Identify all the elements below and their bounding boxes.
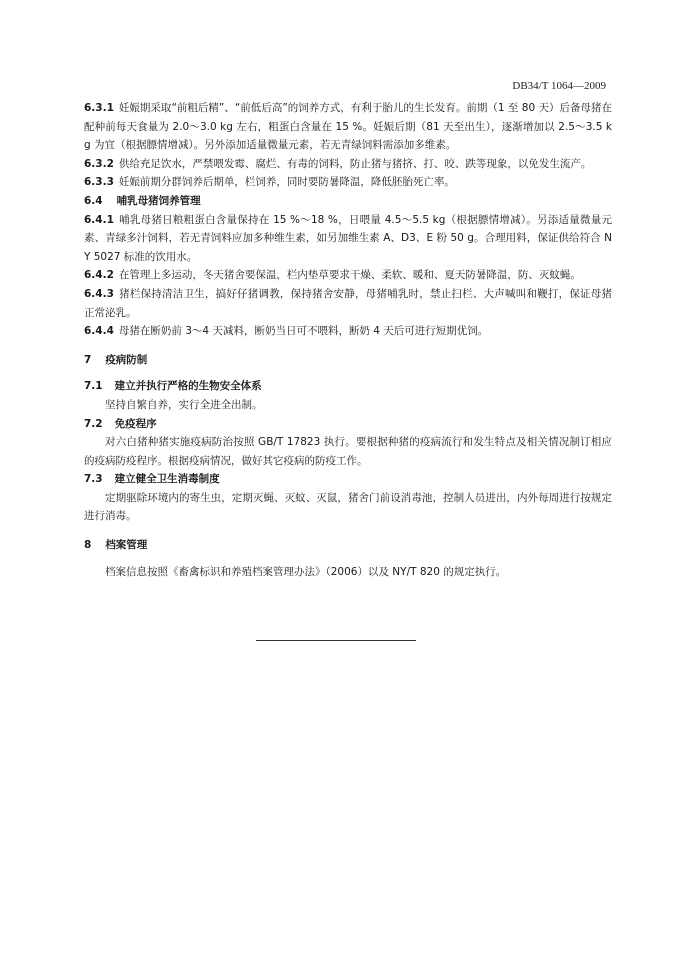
clause-6-4-1: [84, 211, 612, 267]
clause-number: 6.4.1: [84, 213, 114, 226]
chapter-title: 档案管理: [105, 539, 148, 552]
section-number: 7.2: [84, 417, 103, 430]
section-text-7-2: 对六白猪种猪实施疫病防治按照 GB/T 17823 执行。要根据种猪的疫病流行和发生特点及相关情况制订相应的疫病防疫程序。根据疫病情况，做好其它疫病的防疫工作。: [84, 436, 612, 467]
clause-text: 妊娠前期分群饲养后期单，栏饲养，同时要防暑降温，降低胚胎死亡率。: [118, 176, 455, 189]
clause-6-3-1: [84, 99, 612, 155]
chapter-number: 8: [84, 539, 92, 552]
chapter-text-8: 档案信息按照《畜禽标识和养殖档案管理办法》（2006）以及 NY/T 820 的规定执行。: [105, 565, 507, 578]
clause-text: 供给充足饮水，严禁喂发霉、腐烂、有毒的饲料，防止猪与猪挤、打、咬、跌等现象，以免发生流产。: [118, 157, 592, 170]
section-heading-6-4: [84, 192, 612, 211]
clause-text: 猪栏保持清洁卫生，搞好仔猪调教，保持猪舍安静，母猪哺乳时，禁止扫栏、大声喊叫和鞭打，保证母猪正常泌乳。: [84, 287, 612, 319]
clause-6-4-4: [84, 322, 612, 341]
document-body: [84, 99, 612, 581]
section-title: 免疫程序: [114, 417, 157, 430]
clause-text: 在管理上多运动，冬天猪舍要保温，栏内垫草要求干燥、柔软、暖和、夏天防暑降温，防、灭蚊蝇。: [118, 269, 581, 282]
clause-text: 母猪在断奶前 3～4 天减料，断奶当日可不喂料，断奶 4 天后可进行短期优饲。: [118, 325, 489, 338]
clause-number: 6.4.4: [84, 325, 114, 338]
clause-text: 哺乳母猪日粮粗蛋白含量保持在 15 %～18 %，日喂量 4.5～5.5 kg（根据膘情增减）。另添适量微量元素、青绿多汁饲料，若无青饲料应加多种维生素，如另加维生素 A、D3、E 粉 50 g。合理用料，保证供给符合 NY 5027 标准的饮用水。: [84, 213, 612, 263]
chapter-heading-8: [84, 536, 612, 555]
document-code: DB34/T 1064—2009: [512, 80, 606, 92]
section-title: 建立健全卫生消毒制度: [114, 473, 220, 486]
clause-number: 6.4.3: [84, 287, 114, 300]
clause-number: 6.3.1: [84, 102, 114, 114]
end-of-document-line: [256, 640, 416, 641]
section-title: 哺乳母猪饲养管理: [116, 194, 201, 207]
clause-6-3-3: [84, 173, 612, 192]
section-number: 7.1: [84, 380, 103, 393]
clause-number: 6.3.3: [84, 176, 114, 189]
chapter-number: 7: [84, 353, 92, 366]
section-text-7-3: 定期驱除环境内的寄生虫，定期灭蝇、灭蚊、灭鼠，猪舍门前设消毒池，控制人员进出，内外每周进行按规定进行消毒。: [84, 491, 612, 523]
section-heading-7-1: [84, 377, 612, 396]
chapter-title: 疫病防制: [105, 353, 148, 366]
section-title: 建立并执行严格的生物安全体系: [114, 380, 262, 393]
section-text-7-1: 坚持自繁自养，实行全进全出制。: [105, 398, 263, 411]
clause-number: 6.3.2: [84, 157, 114, 170]
chapter-heading-7: [84, 351, 612, 370]
clause-6-4-2: [84, 266, 612, 285]
section-heading-7-2: [84, 415, 612, 434]
section-number: 6.4: [84, 194, 103, 207]
section-heading-7-3: [84, 470, 612, 489]
section-number: 7.3: [84, 473, 103, 486]
clause-6-3-2: [84, 155, 612, 174]
clause-number: 6.4.2: [84, 269, 114, 282]
clause-text: 妊娠期采取“前粗后精”、“前低后高”的饲养方式，有利于胎儿的生长发育。前期（1 至 80 天）后备母猪在配种前每天食量为 2.0～3.0 kg 左右，粗蛋白含量在 15 %。妊娠后期（81 天至出生），逐渐增加以 2.5～3.5 kg 为宜（根据膘情增减）。另外添加适量微量元素，若无青绿饲料需添加多维素。: [84, 102, 612, 152]
clause-6-4-3: [84, 285, 612, 322]
